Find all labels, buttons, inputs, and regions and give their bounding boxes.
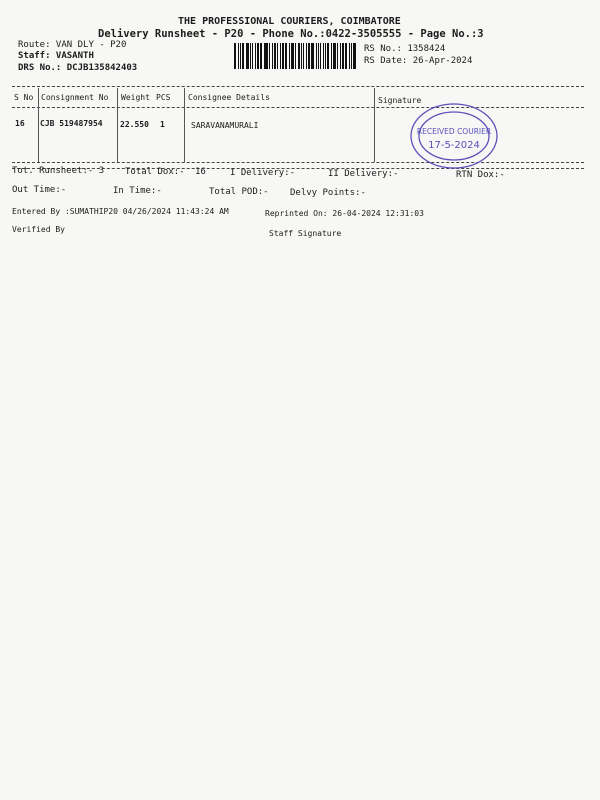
stamp-date: 17-5-2024 [428,140,480,151]
barcode-bar [349,43,350,69]
cell-consignee: SARAVANAMURALI [191,121,259,130]
barcode-bar [337,43,338,69]
barcode-bar [282,43,284,69]
tot-runsheet: Tot. Runsheet:- 3 [12,166,105,176]
reprinted-on: Reprinted On: 26-04-2024 12:31:03 [265,209,424,218]
delvy-points: Delvy Points:- [290,188,366,198]
barcode-bar [264,43,265,69]
barcode-bar [246,43,249,69]
barcode-bar [238,43,239,69]
barcode-bar [303,43,304,69]
runsheet-title: Delivery Runsheet - P20 - Phone No.:0422-3505555 - Page No.:3 [98,28,484,40]
entered-by: Entered By :SUMATHIP20 04/26/2024 11:43:24 AM [12,207,229,216]
barcode-bar [340,43,341,69]
received-stamp [408,100,500,170]
barcode-bar [331,43,332,69]
col-header-pcs: PCS [156,93,171,102]
barcode-bar [257,43,259,69]
barcode-bar [260,43,262,69]
col-header-consignee: Consignee Details [188,93,270,102]
barcode-bar [289,43,290,69]
barcode-bar [327,43,329,69]
col-header-consignment: Consignment No [41,93,109,102]
cell-weight: 22.550 [120,120,149,129]
route-label: Route: VAN DLY - P20 [18,40,127,50]
stamp-text: RECEIVED COURIER [416,127,492,136]
cell-pcs: 1 [160,120,165,129]
divider-top [12,86,584,87]
barcode-bar [342,43,344,69]
barcode-bar [308,43,310,69]
barcode [234,43,358,69]
barcode-bar [234,43,236,69]
in-time: In Time:- [113,186,162,196]
barcode-bar [291,43,294,69]
total-dox-value: 16 [195,167,206,177]
barcode-bar [269,43,270,69]
barcode-bar [351,43,352,69]
barcode-bar [311,43,314,69]
ii-delivery: II Delivery:- [328,169,399,179]
col-divider [184,88,185,162]
barcode-bar [333,43,336,69]
barcode-bar [285,43,287,69]
drs-number: DRS No.: DCJB135842403 [18,63,138,73]
staff-signature: Staff Signature [269,229,342,238]
barcode-bar [295,43,296,69]
barcode-bar [242,43,244,69]
barcode-bar [252,43,253,69]
total-pod: Total POD:- [209,187,269,197]
barcode-bar [255,43,256,69]
cell-sno: 16 [15,119,25,128]
barcode-bar [353,43,356,69]
cell-consignment: CJB 519487954 [40,119,103,128]
barcode-bar [265,43,268,69]
staff-label: Staff: VASANTH [18,51,94,61]
barcode-bar [306,43,307,69]
barcode-bar [316,43,317,69]
col-divider [38,88,39,162]
barcode-bar [280,43,281,69]
barcode-bar [320,43,322,69]
out-time: Out Time:- [12,185,67,195]
col-divider [117,88,118,162]
rs-date: RS Date: 26-Apr-2024 [364,56,473,66]
rtn-dox: RTN Dox:- [456,170,505,180]
col-header-weight: Weight [121,93,150,102]
barcode-bar [318,43,319,69]
rs-number: RS No.: 1358424 [364,44,446,54]
barcode-bar [345,43,347,69]
i-delivery: I Delivery:- [230,168,296,178]
barcode-bar [277,43,278,69]
barcode-bar [240,43,241,69]
barcode-bar [325,43,326,69]
barcode-bar [250,43,251,69]
barcode-bar [298,43,300,69]
total-dox-label: Total Dox:- [125,167,185,177]
verified-by: Verified By [12,225,65,234]
col-header-sno: S No [14,93,34,102]
barcode-bar [301,43,302,69]
col-header-signature: Signature [378,96,422,105]
barcode-bar [323,43,324,69]
barcode-bar [274,43,276,69]
col-divider [374,88,375,162]
barcode-bar [272,43,273,69]
company-title: THE PROFESSIONAL COURIERS, COIMBATORE [178,16,401,27]
